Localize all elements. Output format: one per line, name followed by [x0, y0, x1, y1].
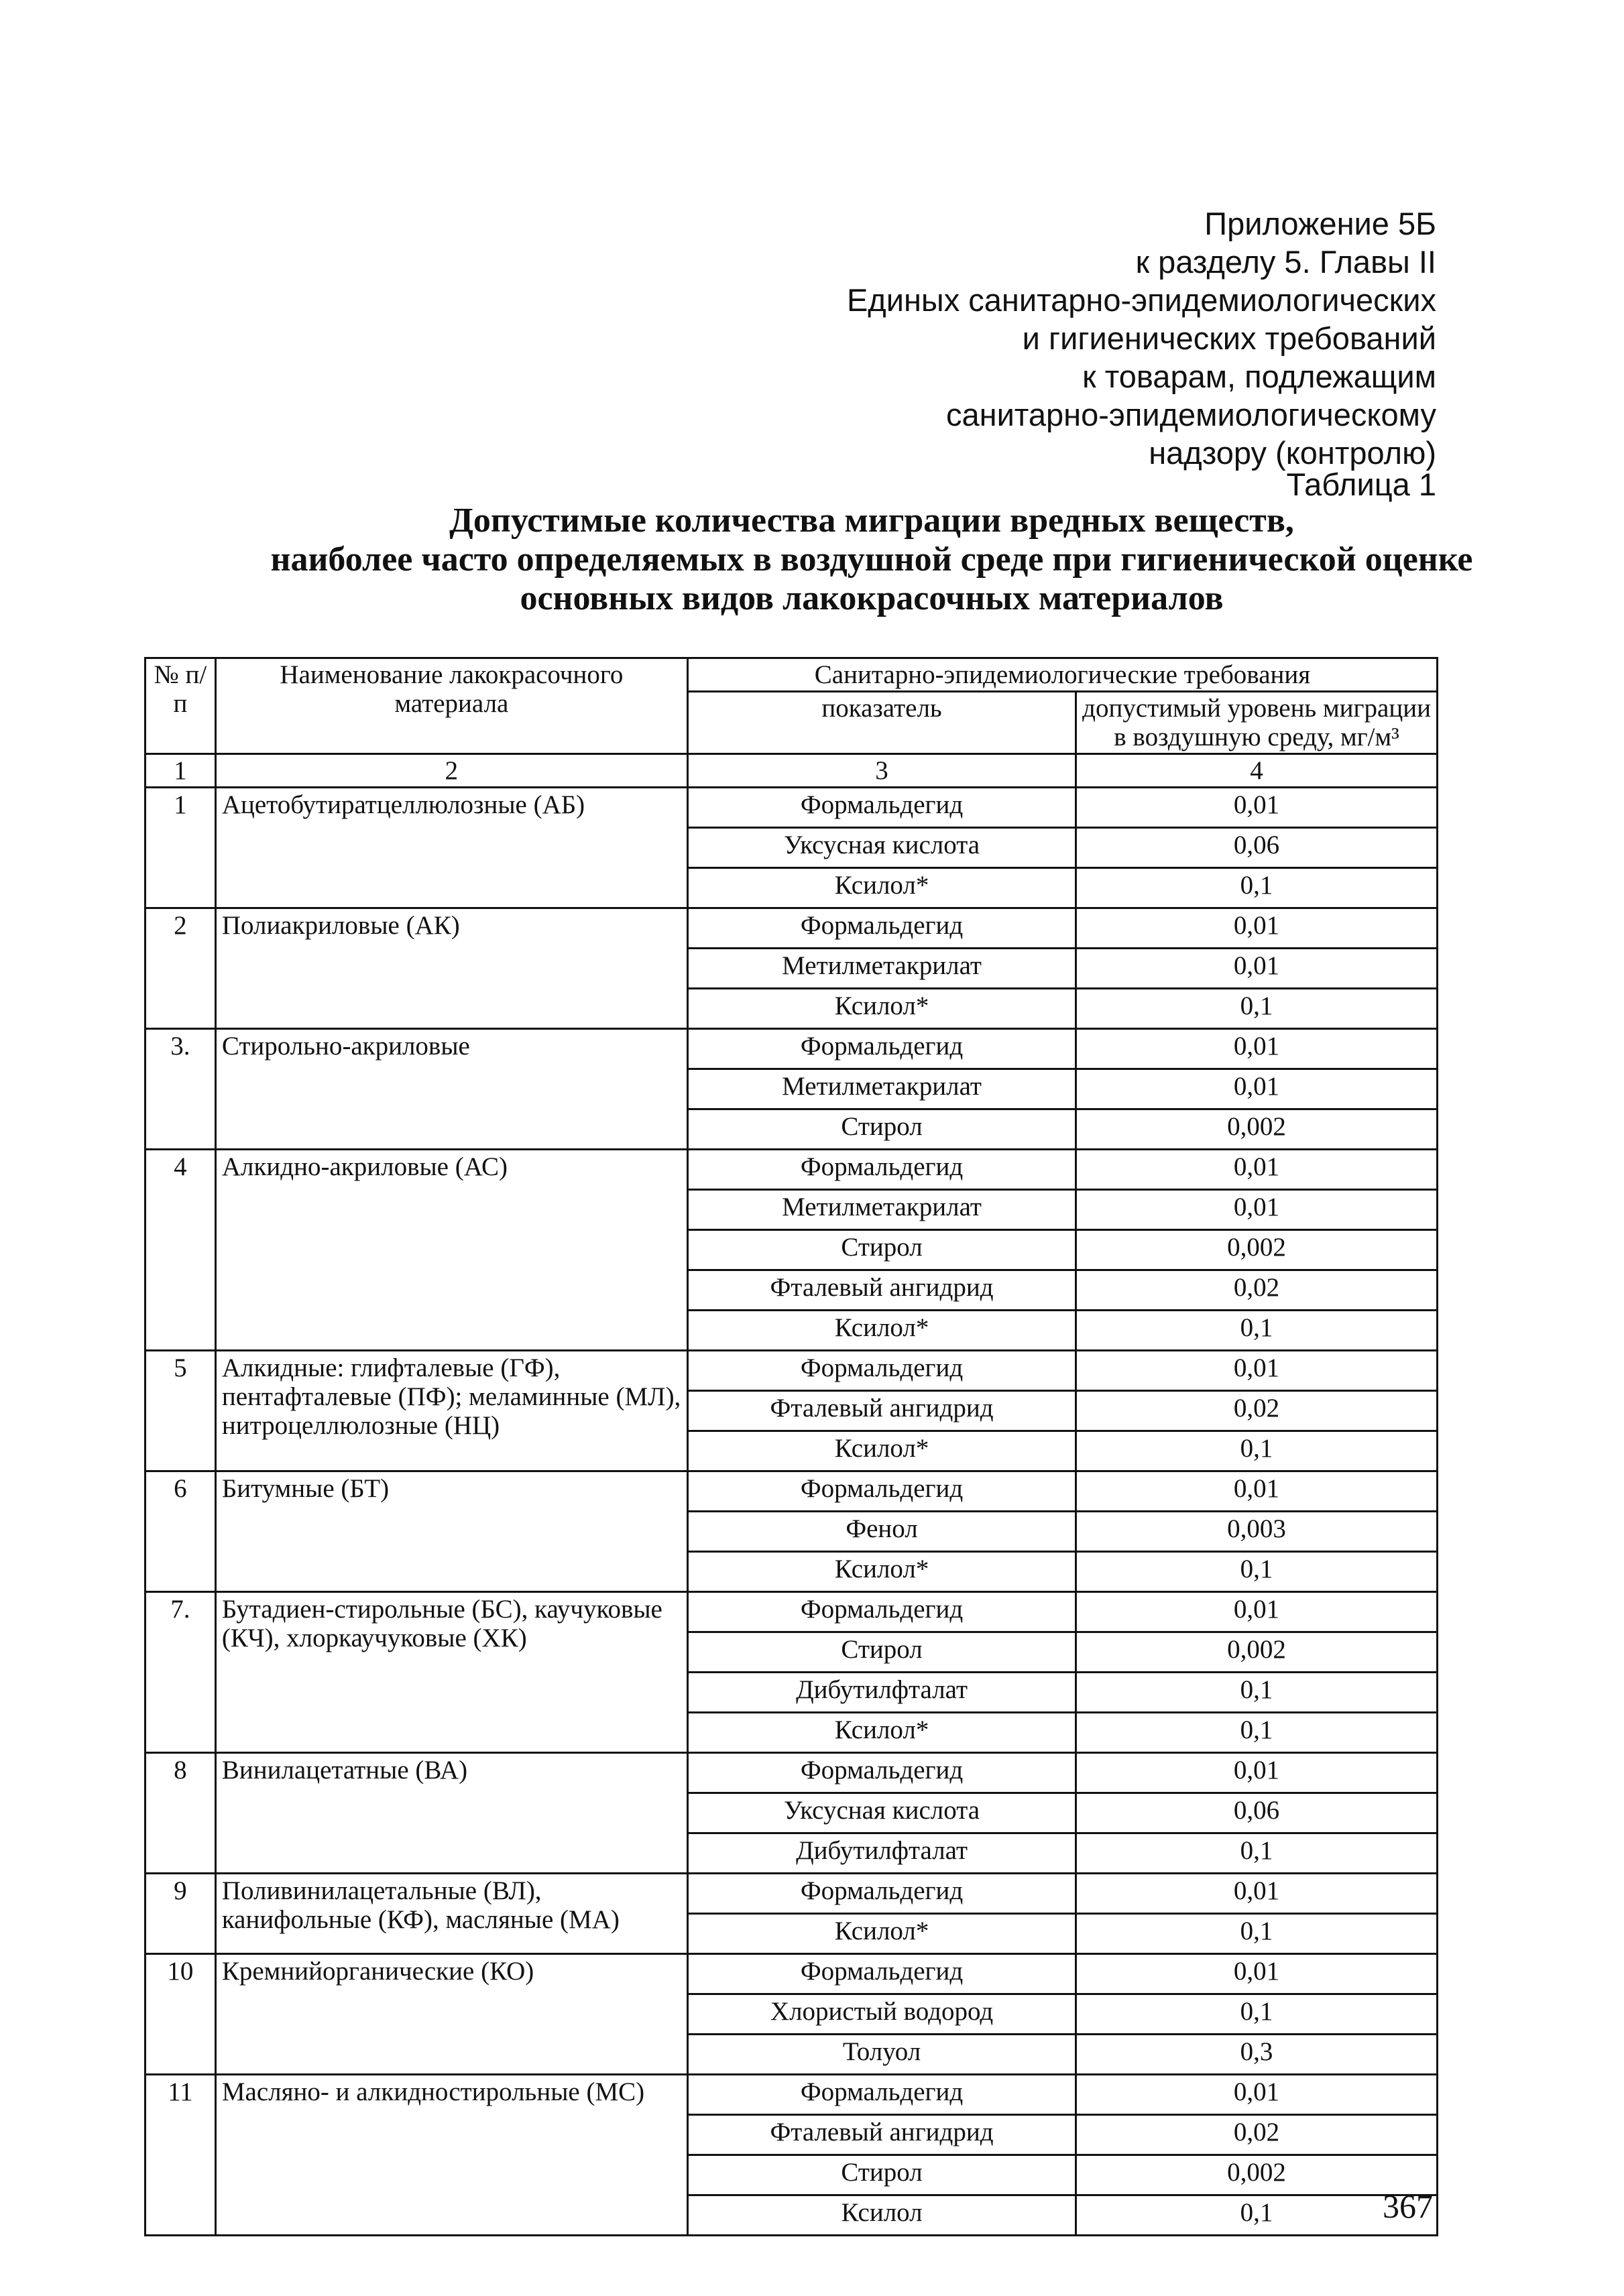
- level-cell: 0,1: [1076, 2195, 1438, 2236]
- level-cell: 0,1: [1076, 1914, 1438, 1954]
- indicator-cell: Метилметакрилат: [688, 1069, 1076, 1109]
- level-cell: 0,06: [1076, 828, 1438, 868]
- indicator-cell: Уксусная кислота: [688, 828, 1076, 868]
- material-number: 1: [146, 788, 216, 908]
- appendix-line: санитарно-эпидемиологическому: [946, 397, 1436, 432]
- table-row: [146, 1874, 1438, 1914]
- level-cell: 0,06: [1076, 1793, 1438, 1833]
- indicator-cell: Стирол: [688, 1632, 1076, 1673]
- level-cell: 0,002: [1076, 1632, 1438, 1673]
- level-cell: 0,01: [1076, 1069, 1438, 1109]
- table-row: [146, 1471, 1438, 1512]
- level-cell: 0,1: [1076, 1431, 1438, 1471]
- indicator-cell: Ксилол*: [688, 1713, 1076, 1753]
- level-cell: 0,01: [1076, 1190, 1438, 1230]
- title-line: наиболее часто определяемых в воздушной среде при гигиенической оценке: [270, 540, 1473, 579]
- indicator-cell: Ксилол*: [688, 1311, 1076, 1351]
- indicator-cell: Формальдегид: [688, 1351, 1076, 1391]
- indicator-cell: Стирол: [688, 1109, 1076, 1150]
- level-cell: 0,3: [1076, 2035, 1438, 2075]
- indicator-cell: Формальдегид: [688, 1029, 1076, 1069]
- indicator-cell: Дибутилфталат: [688, 1673, 1076, 1713]
- material-number: 5: [146, 1351, 216, 1471]
- indicator-cell: Хлористый водород: [688, 1994, 1076, 2035]
- material-name: Поливинилацетальные (ВЛ), канифольные (КФ), масляные (МА): [215, 1874, 687, 1954]
- indicator-cell: Ксилол: [688, 2195, 1076, 2236]
- level-cell: 0,1: [1076, 1311, 1438, 1351]
- level-cell: 0,02: [1076, 2115, 1438, 2155]
- level-cell: 0,01: [1076, 2075, 1438, 2115]
- level-cell: 0,002: [1076, 2155, 1438, 2195]
- material-name: Винилацетатные (ВА): [215, 1753, 687, 1874]
- material-name: Бутадиен-стирольные (БС), каучуковые (КЧ), хлоркаучуковые (ХК): [215, 1592, 687, 1753]
- indicator-cell: Формальдегид: [688, 908, 1076, 949]
- column-number: 4: [1076, 754, 1438, 788]
- material-name: Алкидные: глифталевые (ГФ), пентафталевые (ПФ); меламинные (МЛ), нитроцеллюлозные (НЦ): [215, 1351, 687, 1471]
- table-row: [146, 1351, 1438, 1391]
- level-cell: 0,01: [1076, 1874, 1438, 1914]
- indicator-cell: Ксилол*: [688, 989, 1076, 1029]
- level-cell: 0,02: [1076, 1391, 1438, 1431]
- material-number: 4: [146, 1150, 216, 1351]
- indicator-cell: Метилметакрилат: [688, 1190, 1076, 1230]
- material-number: 2: [146, 908, 216, 1029]
- header-indicator: показатель: [688, 692, 1076, 754]
- indicator-cell: Фталевый ангидрид: [688, 2115, 1076, 2155]
- indicator-cell: Метилметакрилат: [688, 949, 1076, 989]
- table-row: [146, 1954, 1438, 1994]
- column-number: 2: [215, 754, 687, 788]
- header-num: № п/п: [146, 658, 216, 754]
- indicator-cell: Фенол: [688, 1512, 1076, 1552]
- indicator-cell: Формальдегид: [688, 1954, 1076, 1994]
- header-requirements: Санитарно-эпидемиологические требования: [688, 658, 1438, 692]
- table-row: [146, 1592, 1438, 1632]
- indicator-cell: Фталевый ангидрид: [688, 1391, 1076, 1431]
- level-cell: 0,02: [1076, 1270, 1438, 1311]
- appendix-line: Единых санитарно-эпидемиологических: [846, 282, 1436, 318]
- migration-table: [144, 657, 1438, 2236]
- level-cell: 0,01: [1076, 1471, 1438, 1512]
- table-row: [146, 1753, 1438, 1793]
- material-name: Ацетобутиратцеллюлозные (АБ): [215, 788, 687, 908]
- appendix-header: [847, 204, 1436, 472]
- table-row: [146, 2075, 1438, 2115]
- indicator-cell: Стирол: [688, 1230, 1076, 1270]
- header-name: Наименование лакокрасочного материала: [215, 658, 687, 754]
- page-number: 367: [1383, 2187, 1433, 2225]
- material-name: Стирольно-акриловые: [215, 1029, 687, 1150]
- table-body: [146, 788, 1438, 2236]
- appendix-line: Приложение 5Б: [1204, 206, 1436, 241]
- indicator-cell: Ксилол*: [688, 1914, 1076, 1954]
- level-cell: 0,1: [1076, 1833, 1438, 1874]
- material-name: Кремнийорганические (КО): [215, 1954, 687, 2075]
- table-row: [146, 908, 1438, 949]
- level-cell: 0,1: [1076, 1673, 1438, 1713]
- indicator-cell: Формальдегид: [688, 2075, 1076, 2115]
- table-label: Таблица 1: [1286, 467, 1436, 502]
- material-number: 9: [146, 1874, 216, 1954]
- header-level: допустимый уровень миграции в воздушную среду, мг/м³: [1076, 692, 1438, 754]
- indicator-cell: Стирол: [688, 2155, 1076, 2195]
- title-line: Допустимые количества миграции вредных веществ,: [449, 501, 1294, 540]
- level-cell: 0,01: [1076, 908, 1438, 949]
- material-number: 7.: [146, 1592, 216, 1753]
- indicator-cell: Уксусная кислота: [688, 1793, 1076, 1833]
- appendix-line: к товарам, подлежащим: [1082, 359, 1436, 394]
- material-number: 3.: [146, 1029, 216, 1150]
- level-cell: 0,1: [1076, 989, 1438, 1029]
- level-cell: 0,01: [1076, 1753, 1438, 1793]
- material-number: 11: [146, 2075, 216, 2236]
- material-name: Битумные (БТ): [215, 1471, 687, 1592]
- material-name: Полиакриловые (АК): [215, 908, 687, 1029]
- level-cell: 0,1: [1076, 1552, 1438, 1592]
- table-row: [146, 1150, 1438, 1190]
- indicator-cell: Толуол: [688, 2035, 1076, 2075]
- appendix-line: и гигиенических требований: [1022, 320, 1436, 356]
- indicator-cell: Формальдегид: [688, 788, 1076, 828]
- indicator-cell: Ксилол*: [688, 868, 1076, 908]
- level-cell: 0,01: [1076, 949, 1438, 989]
- level-cell: 0,01: [1076, 1592, 1438, 1632]
- level-cell: 0,01: [1076, 1150, 1438, 1190]
- material-name: Алкидно-акриловые (АС): [215, 1150, 687, 1351]
- title-line: основных видов лакокрасочных материалов: [520, 579, 1224, 617]
- table-row: [146, 788, 1438, 828]
- indicator-cell: Ксилол*: [688, 1552, 1076, 1592]
- level-cell: 0,01: [1076, 1351, 1438, 1391]
- indicator-cell: Формальдегид: [688, 1471, 1076, 1512]
- level-cell: 0,1: [1076, 1713, 1438, 1753]
- document-title: [134, 501, 1609, 618]
- indicator-cell: Ксилол*: [688, 1431, 1076, 1471]
- level-cell: 0,003: [1076, 1512, 1438, 1552]
- level-cell: 0,1: [1076, 868, 1438, 908]
- column-number: 3: [688, 754, 1076, 788]
- level-cell: 0,002: [1076, 1109, 1438, 1150]
- table-row: [146, 1029, 1438, 1069]
- level-cell: 0,1: [1076, 1994, 1438, 2035]
- level-cell: 0,002: [1076, 1230, 1438, 1270]
- material-number: 10: [146, 1954, 216, 2075]
- material-number: 8: [146, 1753, 216, 1874]
- level-cell: 0,01: [1076, 1029, 1438, 1069]
- material-number: 6: [146, 1471, 216, 1592]
- indicator-cell: Дибутилфталат: [688, 1833, 1076, 1874]
- appendix-line: к разделу 5. Главы II: [1135, 244, 1436, 280]
- indicator-cell: Фталевый ангидрид: [688, 1270, 1076, 1311]
- indicator-cell: Формальдегид: [688, 1874, 1076, 1914]
- appendix-line: надзору (контролю): [1149, 435, 1436, 471]
- level-cell: 0,01: [1076, 1954, 1438, 1994]
- indicator-cell: Формальдегид: [688, 1753, 1076, 1793]
- column-number: 1: [146, 754, 216, 788]
- indicator-cell: Формальдегид: [688, 1150, 1076, 1190]
- material-name: Масляно- и алкидностирольные (МС): [215, 2075, 687, 2236]
- indicator-cell: Формальдегид: [688, 1592, 1076, 1632]
- level-cell: 0,01: [1076, 788, 1438, 828]
